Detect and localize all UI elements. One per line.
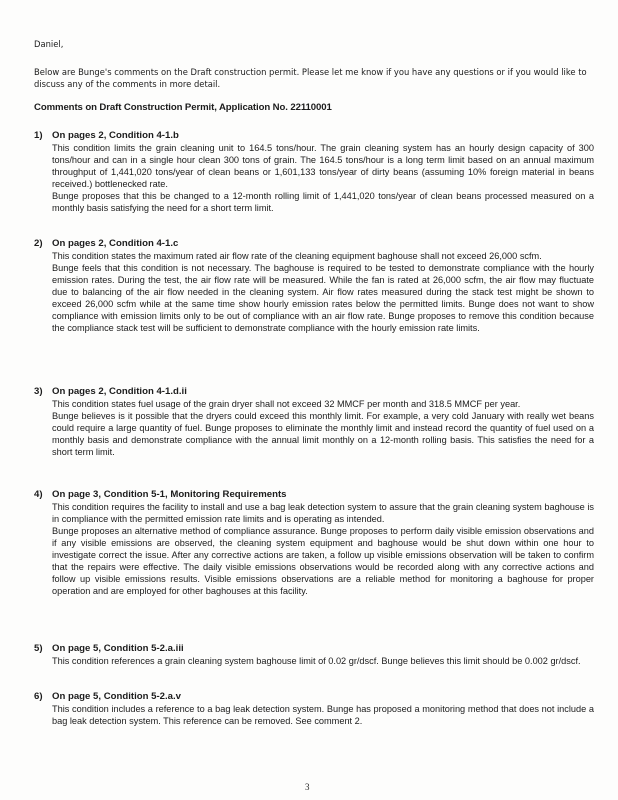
comment-body xyxy=(52,250,594,334)
greeting: Daniel, xyxy=(34,39,64,49)
comment-title xyxy=(34,643,594,655)
comment-item-4 xyxy=(34,489,594,597)
comment-paragraph: This condition limits the grain cleaning unit to 164.5 tons/hour. The grain cleaning system has an hourly design capacity of 300 tons/hour and can in a single hour clean 300 tons of grain. The 164.5 tons/hour is a long term limit based on an annual maximum throughput of 1,441,020 tons/year of clean beans or 1,601,133 tons/year of dirty beans (assuming 10% foreign material in beans received.) bottlenecked rate. xyxy=(52,143,594,189)
comment-title-text: On page 5, Condition 5-2.a.v xyxy=(52,691,182,702)
comment-paragraph: Bunge feels that this condition is not necessary. The baghouse is required to be tested to demonstrate compliance with the hourly emission rates. During the test, the air flow rate will be measured. While the fan is rated at 26,000 scfm, the air flow may fluctuate due to balancing of the air flow needed in the cleaning system. Air flow rates measured during the stack test might be shown to exceed 26,000 scfm while at the same time show hourly emission rates below the permitted limits. Bunge does not want to show compliance with emission limits only to be out of compliance with an air flow rate. Bunge proposes to remove this condition because the compliance stack test will be sufficient to demonstrate compliance with the hourly emission rate limits. xyxy=(52,263,594,333)
comment-number: 1) xyxy=(34,130,43,141)
comment-title xyxy=(34,130,594,142)
comment-title-text: On pages 2, Condition 4-1.d.ii xyxy=(52,386,187,397)
comment-paragraph: This condition states the maximum rated air flow rate of the cleaning equipment baghouse shall not exceed 26,000 scfm. xyxy=(52,251,542,261)
comment-paragraph: This condition references a grain cleaning system baghouse limit of 0.02 gr/dscf. Bunge believes this limit should be 0.002 gr/dscf. xyxy=(52,656,581,666)
page-number: 3 xyxy=(305,782,310,792)
comment-item-2 xyxy=(34,238,594,334)
comment-paragraph: This condition requires the facility to install and use a bag leak detection system to assure that the grain cleaning system baghouse is in compliance with the permitted emission rate limits and is operating as intended. xyxy=(52,502,594,524)
comment-number: 2) xyxy=(34,238,43,249)
comment-number: 4) xyxy=(34,489,43,500)
comment-body xyxy=(52,655,594,667)
comment-title xyxy=(34,238,594,250)
comment-title-text: On page 5, Condition 5-2.a.iii xyxy=(52,643,184,654)
intro-paragraph: Below are Bunge's comments on the Draft construction permit. Please let me know if you have any questions or if you would like to discuss any of the comments in more detail. xyxy=(34,67,587,89)
comment-number: 3) xyxy=(34,386,43,397)
comment-item-1 xyxy=(34,130,594,214)
comment-body xyxy=(52,703,594,727)
comment-item-6 xyxy=(34,691,594,727)
comment-paragraph: Bunge proposes that this be changed to a 12-month rolling limit of 1,441,020 tons/year of clean beans processed measured on a monthly basis satisfying the need for a short term limit. xyxy=(52,191,594,213)
comments-heading: Comments on Draft Construction Permit, Application No. 22110001 xyxy=(34,102,332,113)
comment-title-text: On pages 2, Condition 4-1.c xyxy=(52,238,179,249)
comment-paragraph: Bunge believes is it possible that the dryers could exceed this monthly limit. For example, a very cold January with really wet beans could require a large quantity of fuel. Bunge proposes to eliminate the monthly limit and instead record the quantity of fuel used on a monthly basis and demonstrate compliance with the annual limit monthly on a 12-month rolling basis. This satisfies the need for a short term limit. xyxy=(52,411,594,457)
comment-title xyxy=(34,489,594,501)
comment-title-text: On pages 2, Condition 4-1.b xyxy=(52,130,179,141)
comment-number: 6) xyxy=(34,691,43,702)
comment-title xyxy=(34,386,594,398)
comment-item-3 xyxy=(34,386,594,458)
comment-paragraph: This condition states fuel usage of the grain dryer shall not exceed 32 MMCF per month and 318.5 MMCF per year. xyxy=(52,399,521,409)
comment-title xyxy=(34,691,594,703)
comment-item-5 xyxy=(34,643,594,667)
comment-number: 5) xyxy=(34,643,43,654)
comment-paragraph: This condition includes a reference to a bag leak detection system. Bunge has proposed a monitoring method that does not include a bag leak detection system. This reference can be removed. See comment 2. xyxy=(52,704,594,726)
comment-body xyxy=(52,398,594,458)
comment-body xyxy=(52,501,594,597)
comment-title-text: On page 3, Condition 5-1, Monitoring Requirements xyxy=(52,489,287,500)
comment-body xyxy=(52,142,594,214)
comment-paragraph: Bunge proposes an alternative method of compliance assurance. Bunge proposes to perform daily visible emission observations and if any visible emissions are observed, the cleaning system equipment and baghouse would be shut down within one hour to investigate correct the issue. After any corrective actions are taken, a follow up visible emissions observation will be taken to confirm that the repairs were effective. The daily visible emissions observations would be recorded along with any corrective actions and follow up visible emissions results. Visible emissions observations are a reliable method for monitoring a baghouse for proper operation and are employed for other baghouses at this facility. xyxy=(52,526,594,596)
